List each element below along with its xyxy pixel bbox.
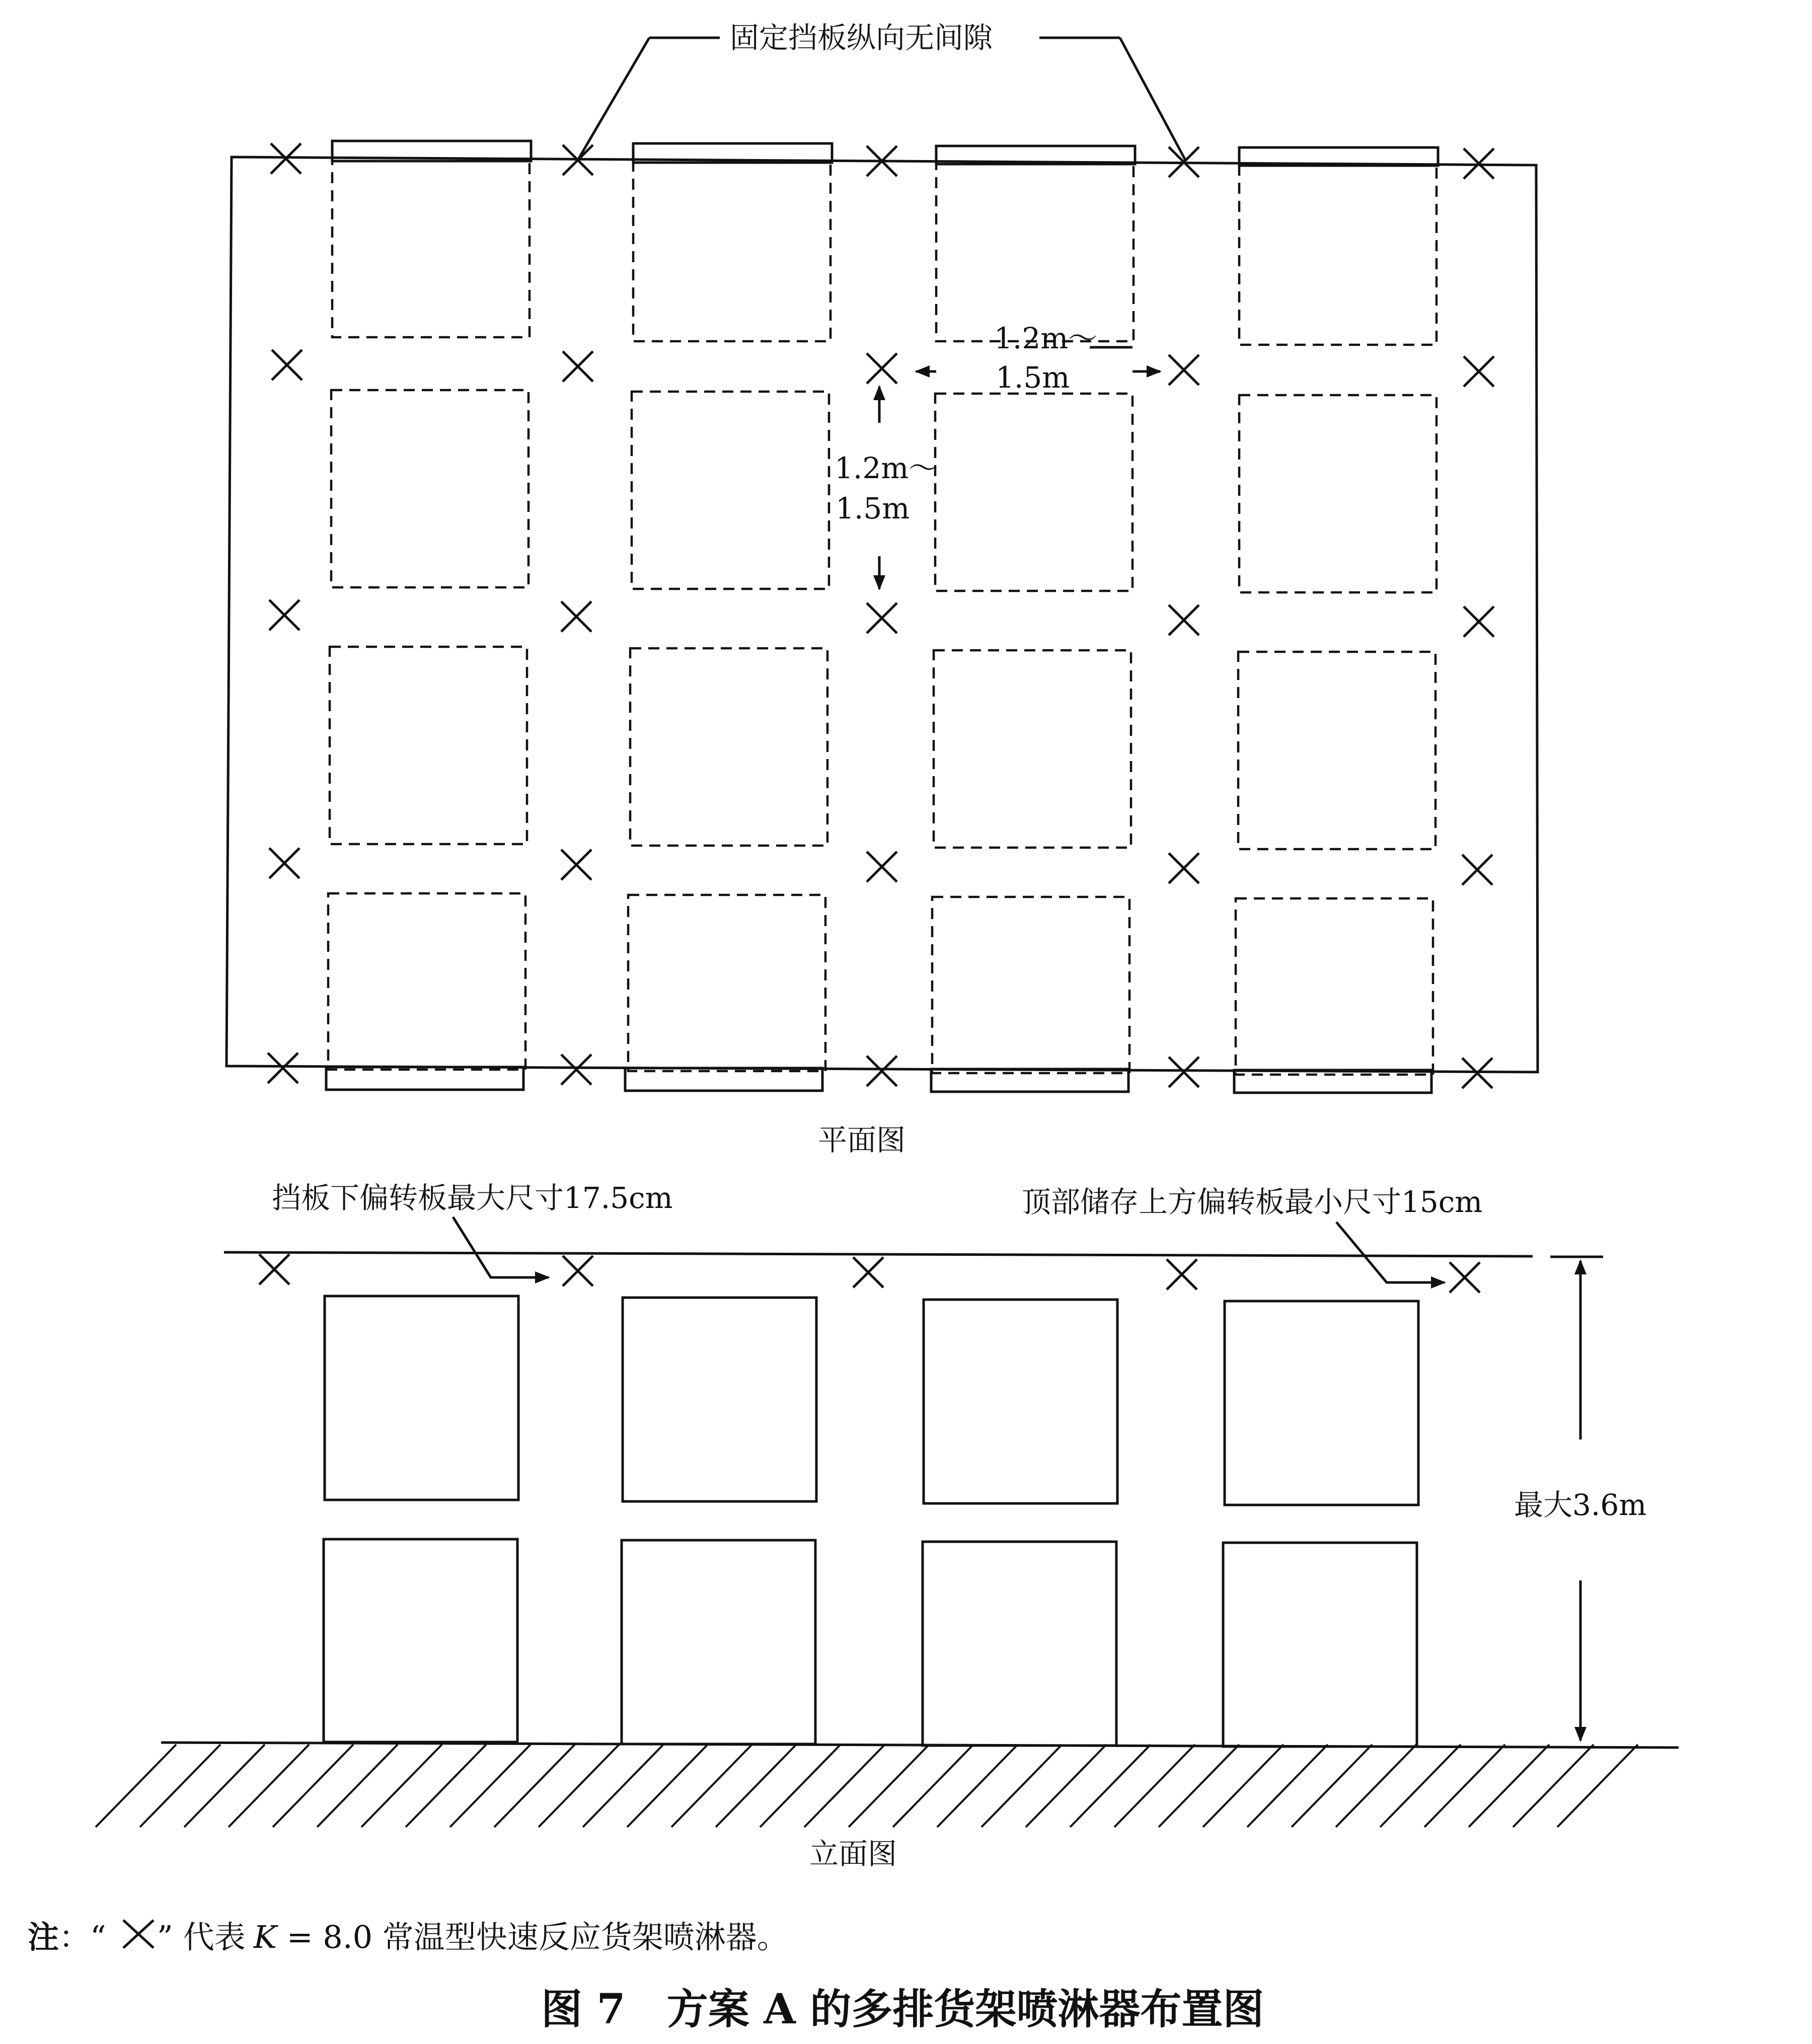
- sprinkler-x-icon: [867, 852, 897, 882]
- sprinkler-x-icon: [867, 603, 897, 633]
- rack-box-upper: [924, 1300, 1117, 1503]
- note-open-quote: “: [90, 1919, 106, 1955]
- hatch-stroke: [361, 1745, 442, 1827]
- footnote: [28, 1919, 788, 1955]
- hatch-stroke: [184, 1745, 265, 1827]
- hatch-stroke: [583, 1745, 663, 1827]
- sprinkler-x-icon: [561, 601, 591, 632]
- note-colon: ：: [59, 1919, 91, 1955]
- plan-sprinklers: [268, 143, 1494, 1088]
- callout-left: 挡板下偏转板最大尺寸17.5cm: [272, 1181, 673, 1215]
- hatch-stroke: [273, 1745, 353, 1827]
- hatch-stroke: [1292, 1745, 1372, 1827]
- sprinkler-x-icon: [259, 1254, 289, 1284]
- rack-box: [628, 895, 825, 1071]
- hatch-stroke: [716, 1745, 796, 1827]
- rack-box-upper: [325, 1296, 518, 1500]
- hatch-stroke: [494, 1745, 575, 1827]
- callout-leader: [578, 38, 649, 160]
- sprinkler-x-icon: [867, 353, 897, 384]
- hatch-stroke: [981, 1745, 1062, 1827]
- sprinkler-x-icon: [1464, 356, 1494, 387]
- sprinkler-x-icon: [1169, 1057, 1199, 1087]
- sprinkler-x-icon: [561, 1054, 591, 1085]
- spacing-v-label-1: 1.2m～: [835, 451, 938, 485]
- sprinkler-x-icon: [269, 848, 299, 878]
- hatch-stroke: [849, 1745, 929, 1827]
- sprinkler-x-icon: [1169, 853, 1199, 883]
- sprinkler-x-icon: [272, 350, 302, 380]
- note-k-symbol: K: [253, 1919, 277, 1955]
- hatch-stroke: [627, 1745, 708, 1827]
- hatch-stroke: [1513, 1745, 1594, 1827]
- rack-box: [633, 163, 830, 341]
- height-label: 最大3.6m: [1514, 1488, 1647, 1522]
- callout-right: 顶部储存上方偏转板最小尺寸15cm: [1022, 1185, 1483, 1219]
- rack-box: [935, 394, 1132, 591]
- rack-box-upper: [623, 1298, 816, 1501]
- hatch-stroke: [1026, 1745, 1106, 1827]
- hatch-stroke: [539, 1745, 619, 1827]
- elevation-title: 立面图: [809, 1837, 897, 1871]
- rack-box: [1238, 652, 1436, 849]
- hatch-stroke: [1203, 1745, 1284, 1827]
- rack-box: [1236, 898, 1433, 1075]
- hatch-stroke: [1247, 1745, 1328, 1827]
- rack-box: [331, 390, 528, 587]
- spacing-h-label-2: 1.5m: [996, 360, 1070, 395]
- sprinkler-x-icon: [1169, 355, 1199, 385]
- rack-box: [1239, 395, 1437, 592]
- sprinkler-x-icon: [561, 850, 591, 880]
- hatch-stroke: [804, 1745, 885, 1827]
- hatch-stroke: [671, 1745, 752, 1827]
- note-close-quote: ”: [157, 1919, 173, 1955]
- callout-leader: [1120, 38, 1185, 160]
- hatch-stroke: [450, 1745, 531, 1827]
- sprinkler-x-icon: [1169, 605, 1199, 635]
- hatch-stroke: [1557, 1745, 1638, 1827]
- sprinkler-x-icon: [123, 1920, 154, 1948]
- sprinkler-x-icon: [853, 1257, 883, 1288]
- elevation-view: [96, 1181, 1679, 1871]
- rack-box: [332, 161, 530, 337]
- hatch-stroke: [937, 1745, 1018, 1827]
- figure-title: 图 7 方案 A 的多排货架喷淋器布置图: [541, 1985, 1264, 2033]
- sprinkler-x-icon: [269, 600, 299, 630]
- sprinkler-x-icon: [563, 1256, 593, 1286]
- hatch-stroke: [1114, 1745, 1195, 1827]
- hatch-stroke: [1336, 1745, 1416, 1827]
- hatch-stroke: [140, 1745, 220, 1827]
- rack-box-upper: [1225, 1301, 1418, 1505]
- sprinkler-x-icon: [563, 351, 593, 382]
- hatch-stroke: [1469, 1745, 1549, 1827]
- rack-box: [936, 164, 1134, 341]
- hatch-stroke: [406, 1745, 486, 1827]
- plan-boundary: [226, 157, 1538, 1072]
- hatch-stroke: [893, 1745, 973, 1827]
- hatch-stroke: [1159, 1745, 1239, 1827]
- sprinkler-x-icon: [1464, 607, 1494, 637]
- rack-box: [1239, 166, 1437, 345]
- rack-box: [630, 648, 827, 846]
- hatch-stroke: [229, 1745, 309, 1827]
- plan-view: [226, 21, 1538, 1157]
- rack-box-lower: [1223, 1543, 1417, 1747]
- hatch-stroke: [96, 1745, 176, 1827]
- spacing-h-label-1: 1.2m～: [994, 321, 1098, 355]
- note-body-before-k: 代表: [183, 1919, 246, 1955]
- hatch-stroke: [1424, 1745, 1505, 1827]
- callout-right-leader: [1336, 1222, 1445, 1282]
- elevation-sprinklers: [259, 1254, 1480, 1293]
- ceiling-line: [224, 1252, 1533, 1256]
- note-body-after: 常温型快速反应货架喷淋器。: [382, 1919, 788, 1955]
- rack-box: [932, 897, 1129, 1073]
- note-k-value: = 8.0: [277, 1919, 383, 1955]
- spacing-v-label-2: 1.5m: [836, 491, 910, 525]
- rack-box: [934, 650, 1131, 848]
- hatch-stroke: [760, 1745, 841, 1827]
- floor-hatching: [96, 1745, 1638, 1827]
- sprinkler-x-icon: [1462, 855, 1492, 885]
- note-prefix: 注: [28, 1919, 59, 1955]
- plan-title: 平面图: [818, 1123, 906, 1157]
- rack-box-lower: [622, 1540, 815, 1744]
- sprinkler-x-icon: [867, 1056, 897, 1086]
- callout-left-leader: [453, 1217, 549, 1277]
- hatch-stroke: [317, 1745, 398, 1827]
- rack-box-lower: [324, 1539, 517, 1742]
- rack-box: [330, 647, 527, 844]
- baffle-callout: 固定挡板纵向无间隙: [730, 21, 993, 55]
- svg-text:”代表K = 8.0 常温型快速反应货架喷淋器。: [157, 1919, 788, 1955]
- sprinkler-x-icon: [1450, 1262, 1480, 1293]
- rack-box: [632, 392, 829, 589]
- sprinkler-x-icon: [1167, 1259, 1197, 1290]
- rack-box: [328, 893, 525, 1070]
- floor-line: [161, 1743, 1679, 1748]
- hatch-stroke: [1070, 1745, 1151, 1827]
- hatch-stroke: [1380, 1745, 1461, 1827]
- rack-box-lower: [923, 1542, 1116, 1746]
- sprinkler-x-icon: [268, 1053, 298, 1083]
- svg-text:注：“: [28, 1919, 106, 1955]
